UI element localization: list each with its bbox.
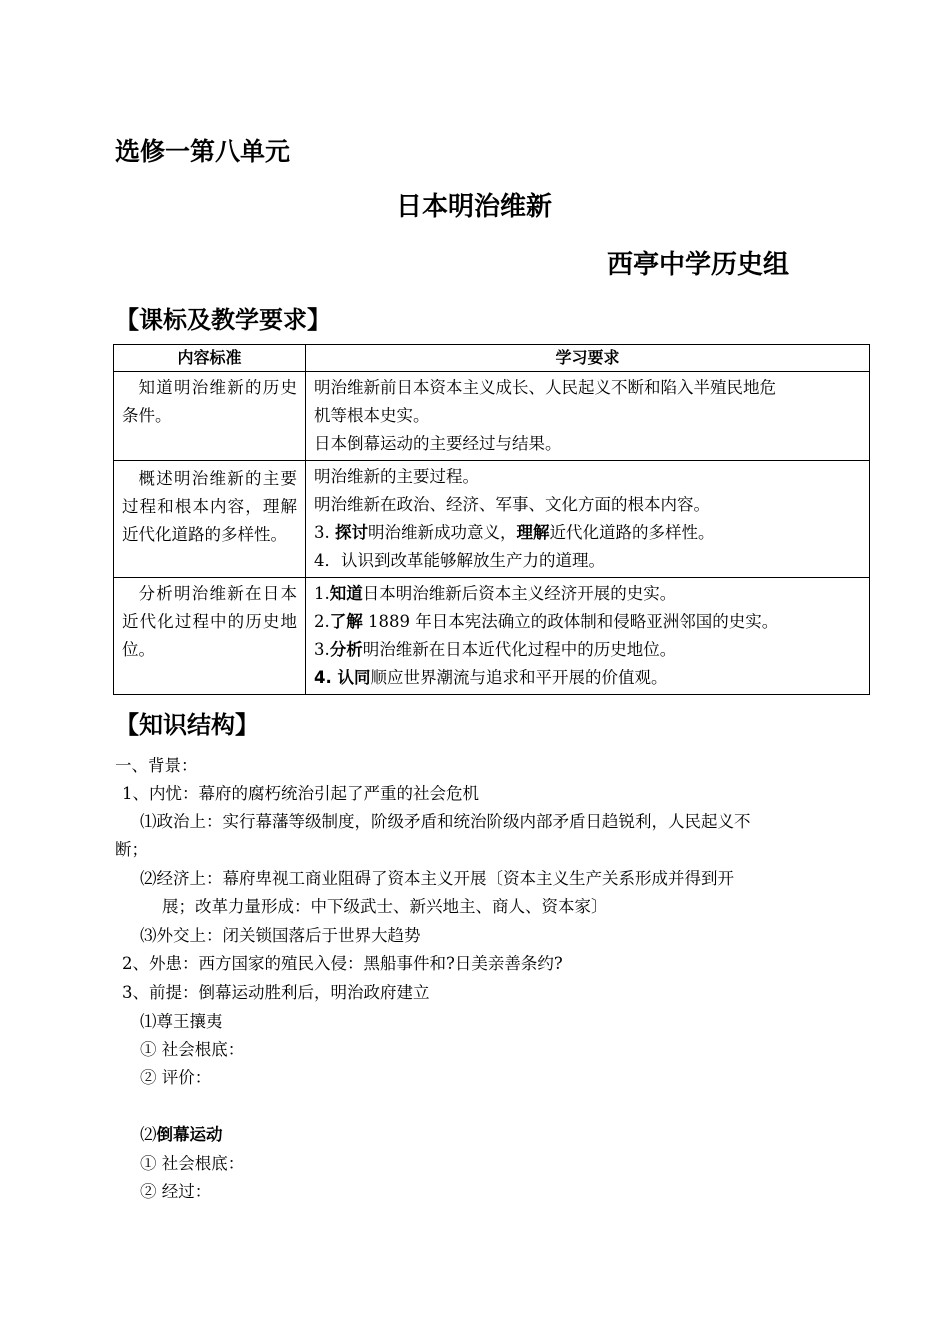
requirement-number: 3. — [314, 523, 335, 542]
requirement-text: 明治维新在日本近代化过程中的历史地位。 — [362, 640, 677, 659]
requirement-text: 1889 年日本宪法确立的政体制和侵略亚洲邻国的史实。 — [362, 612, 779, 631]
column-header: 学习要求 — [306, 345, 870, 372]
standards-table — [113, 344, 870, 695]
requirement-line: 日本倒幕运动的主要经过与结果。 — [314, 434, 562, 453]
outline-line: ① 社会根底： — [140, 1040, 245, 1059]
outline-line: ② 经过： — [140, 1182, 212, 1201]
requirement-line: 机等根本史实。 — [314, 406, 430, 425]
requirement-line — [314, 664, 861, 692]
requirement-keyword: 理解 — [516, 523, 550, 542]
requirement-keyword: 认同 — [337, 668, 371, 687]
requirement-keyword: 分析 — [329, 640, 363, 659]
outline-line: 2、外患：西方国家的殖民入侵：黑船事件和?日美亲善条约? — [122, 954, 563, 973]
requirement-line — [314, 636, 861, 664]
requirement-keyword: 了解 — [329, 612, 363, 631]
requirements-cell — [306, 372, 870, 461]
requirement-line: 明治维新的主要过程。 — [314, 467, 479, 486]
outline-line: ⑴尊王攘夷 — [140, 1012, 223, 1031]
requirement-line: 4．认识到改革能够解放生产力的道理。 — [314, 551, 605, 570]
table-row — [114, 578, 870, 695]
outline-line — [140, 1121, 223, 1145]
content-standard-cell: 分析明治维新在日本近代化过程中的历史地位。 — [114, 578, 306, 695]
unit-label: 选修一第八单元 — [115, 137, 291, 166]
requirement-keyword: 知道 — [329, 584, 363, 603]
requirement-number: 4. — [314, 668, 338, 687]
requirement-line — [314, 519, 861, 547]
content-standard-cell: 概述明治维新的主要过程和根本内容，理解近代化道路的多样性。 — [114, 461, 306, 578]
requirement-number: 2. — [314, 612, 330, 631]
requirement-text: 明治维新成功意义， — [368, 523, 517, 542]
requirement-line — [314, 580, 861, 608]
requirement-text: 日本明治维新后资本主义经济开展的史实。 — [362, 584, 677, 603]
requirement-line: 明治维新前日本资本主义成长、人民起义不断和陷入半殖民地危 — [314, 378, 776, 397]
author-label: 西亭中学历史组 — [607, 250, 790, 280]
outline-line: 一、背景： — [115, 756, 198, 775]
table-row — [114, 461, 870, 578]
outline-line: ① 社会根底： — [140, 1154, 245, 1173]
outline-line: ② 评价： — [140, 1068, 212, 1087]
outline-line: ⑶外交上：闭关锁国落后于世界大趋势 — [140, 926, 421, 945]
outline-line: 1、内忧：幕府的腐朽统治引起了严重的社会危机 — [122, 784, 479, 803]
section-heading-standards: 【课标及教学要求】 — [115, 306, 331, 334]
outline-line: 展；改革力量形成：中下级武士、新兴地主、商人、资本家〕 — [162, 897, 608, 916]
requirements-cell — [306, 578, 870, 695]
document-title: 日本明治维新 — [396, 192, 553, 222]
outline-keyword: 倒幕运动 — [156, 1125, 223, 1144]
outline-line: 断； — [115, 840, 148, 859]
requirement-line: 明治维新在政治、经济、军事、文化方面的根本内容。 — [314, 495, 710, 514]
table-row — [114, 372, 870, 461]
requirement-number: 3. — [314, 640, 330, 659]
requirement-text: 顺应世界潮流与追求和平开展的价值观。 — [370, 668, 668, 687]
requirement-number: 1. — [314, 584, 330, 603]
section-heading-knowledge: 【知识结构】 — [115, 711, 259, 739]
table-header-row — [114, 345, 870, 372]
requirement-keyword: 探讨 — [335, 523, 368, 542]
requirement-line — [314, 608, 861, 636]
outline-line: 3、前提：倒幕运动胜利后，明治政府建立 — [122, 983, 430, 1002]
outline-line: ⑵经济上：幕府卑视工商业阻碍了资本主义开展〔资本主义生产关系形成并得到开 — [140, 869, 734, 888]
requirements-cell — [306, 461, 870, 578]
column-header: 内容标准 — [114, 345, 306, 372]
outline-line: ⑴政治上：实行幕藩等级制度，阶级矛盾和统治阶级内部矛盾日趋锐利，人民起义不 — [140, 812, 751, 831]
content-standard-cell: 知道明治维新的历史条件。 — [114, 372, 306, 461]
outline-number: ⑵ — [140, 1125, 157, 1144]
requirement-text: 近代化道路的多样性。 — [549, 523, 715, 542]
